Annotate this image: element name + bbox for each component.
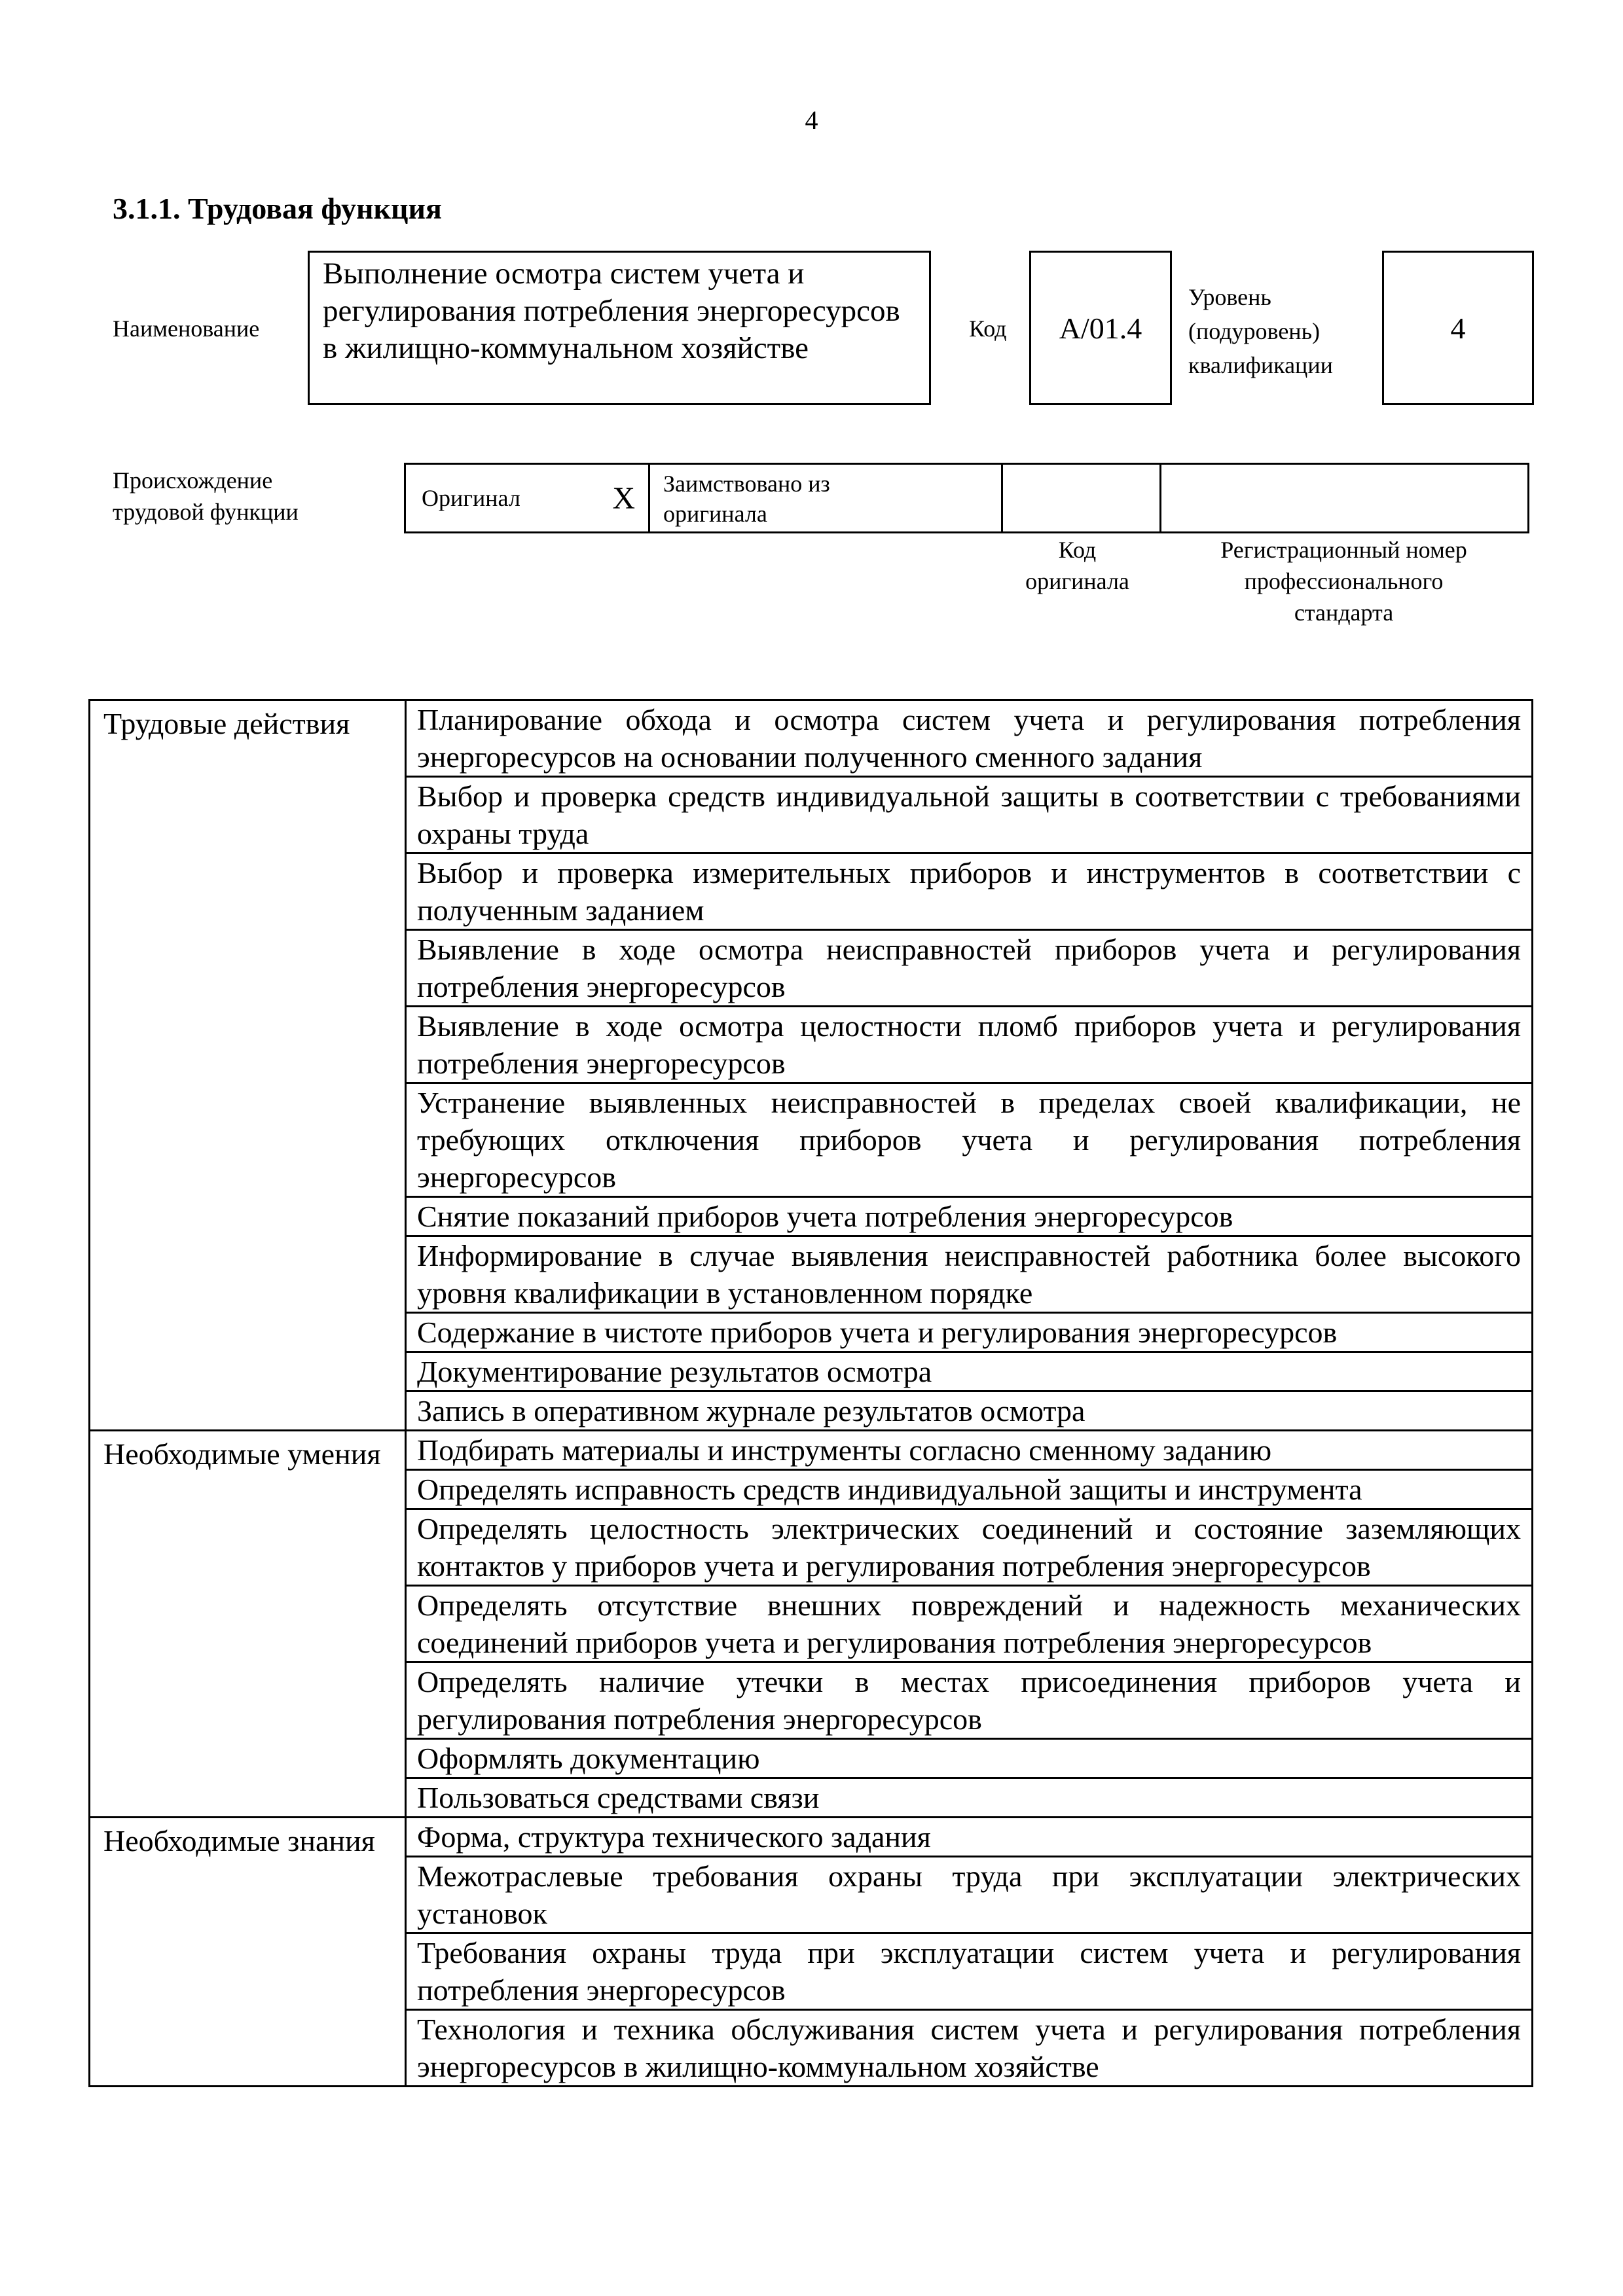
name-label: Наименование	[113, 315, 260, 342]
required-skills-item: Определять наличие утечки в местах присоединения приборов учета и регулирования потребления энергоресурсов	[406, 1662, 1533, 1739]
function-name-box: Выполнение осмотра систем учета и регулирования потребления энергоресурсов в жилищно-коммунальном хозяйстве	[308, 251, 931, 405]
level-box: 4	[1382, 251, 1534, 405]
required-skills-item: Пользоваться средствами связи	[406, 1778, 1533, 1818]
code-label: Код	[969, 315, 1007, 342]
origin-row	[406, 463, 1533, 533]
level-label: Уровень (подуровень) квалификации	[1188, 284, 1333, 378]
required-skills-item: Определять отсутствие внешних повреждений и надежность механических соединений приборов учета и регулирования потребления энергоресурсов	[406, 1586, 1533, 1662]
required-knowledge-item: Технология и техника обслуживания систем учета и регулирования потребления энергоресурсов в жилищно-коммунальном хозяйстве	[406, 2010, 1533, 2087]
origin-original-cell: Оригинал X	[404, 463, 650, 533]
labor-actions-item: Содержание в чистоте приборов учета и регулирования энергоресурсов	[406, 1313, 1533, 1352]
labor-actions-item: Информирование в случае выявления неисправностей работника более высокого уровня квалификации в установленном порядке	[406, 1236, 1533, 1313]
required-skills-item: Определять целостность электрических соединений и состояние заземляющих контактов у приборов учета и регулирования потребления энергоресурсов	[406, 1509, 1533, 1586]
labor-actions-item: Планирование обхода и осмотра систем учета и регулирования потребления энергоресурсов на основании полученного сменного задания	[406, 700, 1533, 777]
labor-actions-item: Выявление в ходе осмотра целостности пломб приборов учета и регулирования потребления энергоресурсов	[406, 1007, 1533, 1083]
labor-actions-item: Документирование результатов осмотра	[406, 1352, 1533, 1391]
origin-borrowed-cell: Заимствовано из оригинала	[648, 463, 1003, 533]
labor-actions-item: Снятие показаний приборов учета потребления энергоресурсов	[406, 1197, 1533, 1236]
required-skills-label: Необходимые умения	[90, 1431, 406, 1818]
labor-actions-item: Выбор и проверка измерительных приборов и инструментов в соответствии с полученным заданием	[406, 853, 1533, 930]
code-caption: Код оригинала	[1025, 537, 1129, 594]
original-mark: X	[612, 480, 635, 516]
table-row	[90, 700, 1533, 777]
labor-actions-item: Запись в оперативном журнале результатов осмотра	[406, 1391, 1533, 1431]
code-box: А/01.4	[1029, 251, 1172, 405]
labor-actions-item: Выбор и проверка средств индивидуальной защиты в соответствии с требованиями охраны труда	[406, 777, 1533, 853]
required-skills-item: Определять исправность средств индивидуальной защиты и инструмента	[406, 1470, 1533, 1509]
page-number: 4	[805, 105, 818, 135]
table-row	[90, 1818, 1533, 1857]
required-knowledge-item: Требования охраны труда при эксплуатации систем учета и регулирования потребления энергоресурсов	[406, 1933, 1533, 2010]
required-knowledge-item: Межотраслевые требования охраны труда при эксплуатации электрических установок	[406, 1857, 1533, 1933]
required-knowledge-label: Необходимые знания	[90, 1818, 406, 2087]
required-knowledge-item: Форма, структура технического задания	[406, 1818, 1533, 1857]
section-title: 3.1.1. Трудовая функция	[113, 192, 442, 225]
table-row	[90, 1431, 1533, 1470]
required-skills-item: Подбирать материалы и инструменты согласно сменному заданию	[406, 1431, 1533, 1470]
origin-code-cell	[1001, 463, 1161, 533]
origin-label: Происхождение трудовой функции	[113, 467, 299, 525]
reg-number-caption: Регистрационный номер профессионального стандарта	[1220, 537, 1467, 626]
labor-actions-label: Трудовые действия	[90, 700, 406, 1431]
labor-actions-item: Выявление в ходе осмотра неисправностей приборов учета и регулирования потребления энергоресурсов	[406, 930, 1533, 1007]
origin-reg-number-cell	[1159, 463, 1529, 533]
labor-actions-item: Устранение выявленных неисправностей в пределах своей квалификации, не требующих отключения приборов учета и регулирования потребления энергоресурсов	[406, 1083, 1533, 1197]
function-table	[88, 699, 1533, 2087]
required-skills-item: Оформлять документацию	[406, 1739, 1533, 1778]
